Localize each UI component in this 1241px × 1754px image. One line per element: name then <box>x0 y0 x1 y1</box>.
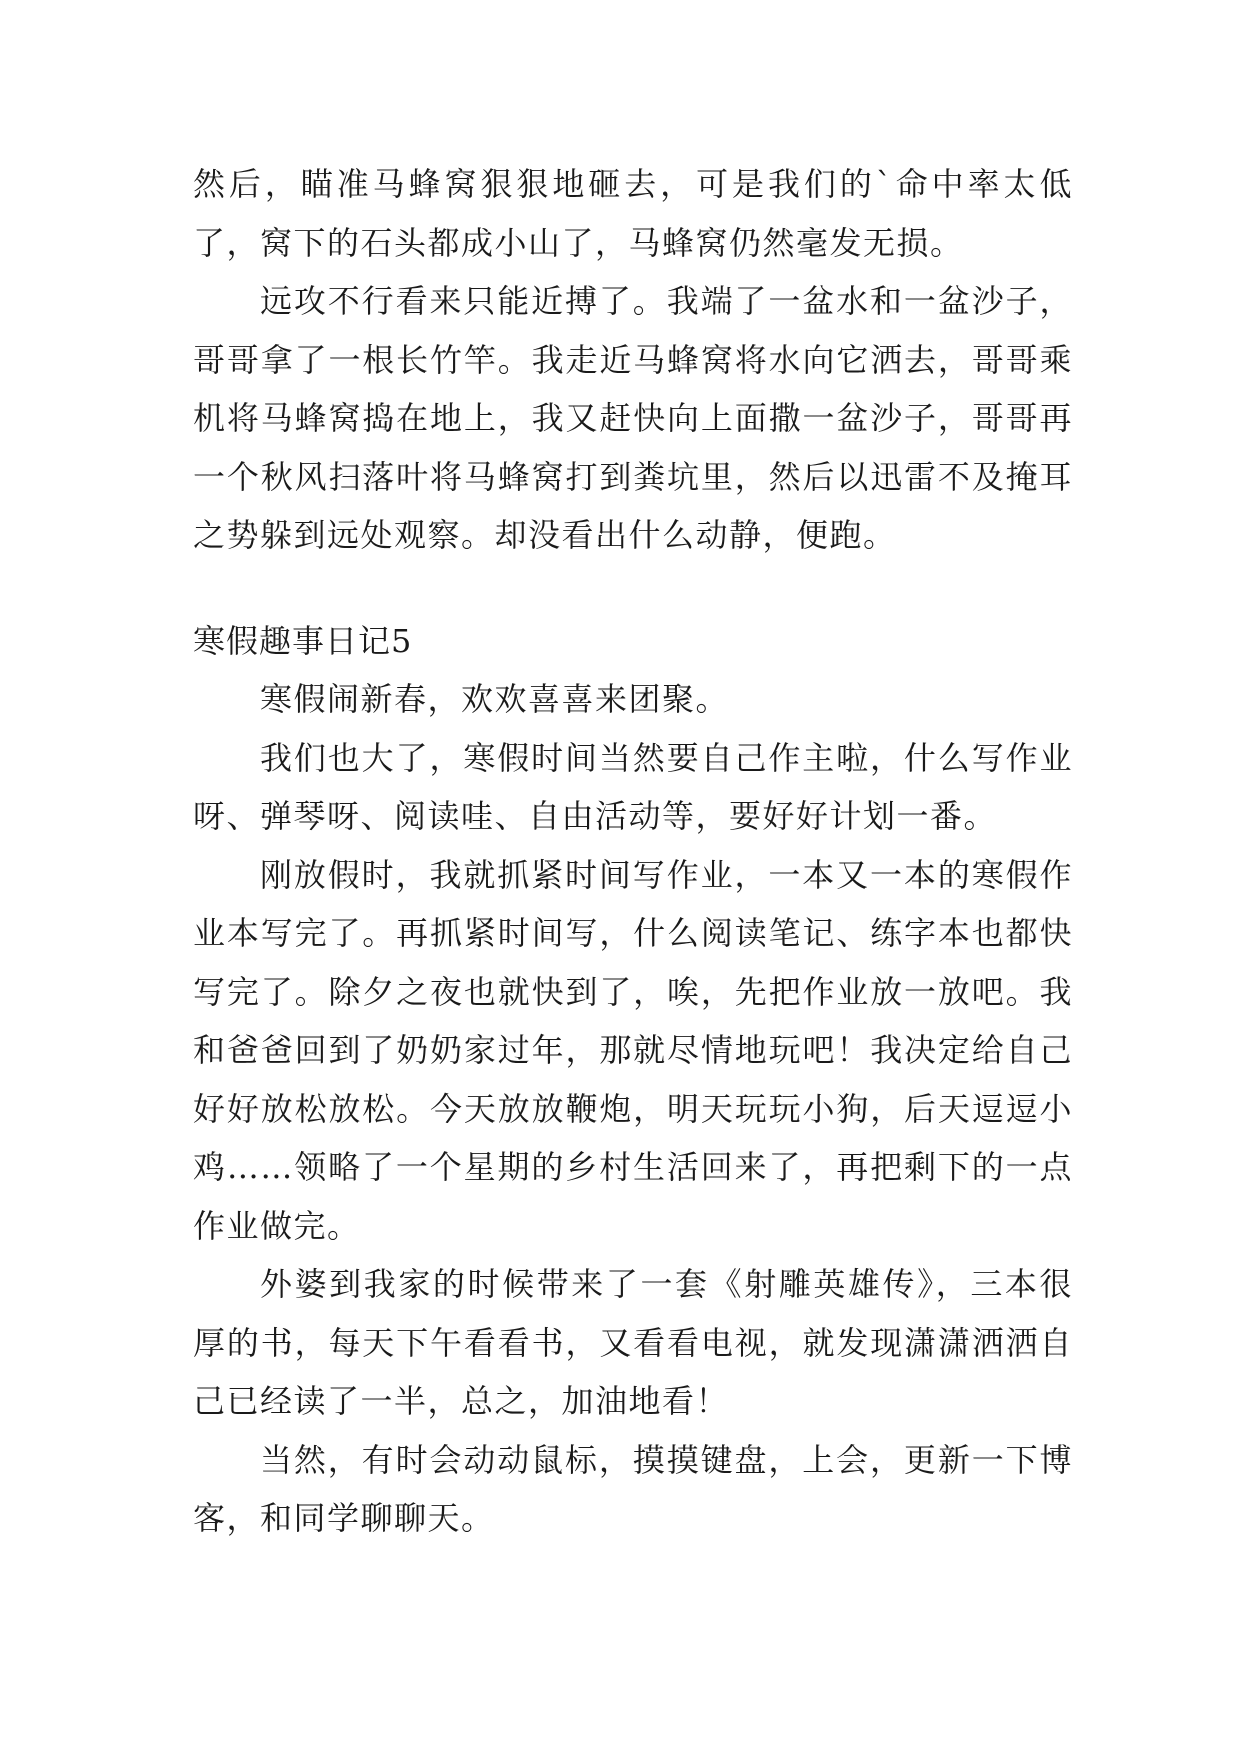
paragraph: 远攻不行看来只能近搏了。我端了一盆水和一盆沙子，哥哥拿了一根长竹竿。我走近马蜂窝将水向它洒去，哥哥乘机将马蜂窝捣在地上，我又赶快向上面撒一盆沙子，哥哥再一个秋风扫落叶将马蜂窝打到粪坑里，然后以迅雷不及掩耳之势躲到远处观察。却没看出什么动静，便跑。 <box>193 282 1073 554</box>
paragraph: 外婆到我家的时候带来了一套《射雕英雄传》，三本很厚的书，每天下午看看书，又看看电视，就发现潇潇洒洒自己已经读了一半，总之，加油地看！ <box>193 1265 1073 1420</box>
paragraph: 刚放假时，我就抓紧时间写作业，一本又一本的寒假作业本写完了。再抓紧时间写，什么阅读笔记、练字本也都快写完了。除夕之夜也就快到了，唉，先把作业放一放吧。我和爸爸回到了奶奶家过年，那就尽情地玩吧！我决定给自己好好放松放松。今天放放鞭炮，明天玩玩小狗，后天逗逗小鸡……领略了一个星期的乡村生活回来了，再把剩下的一点作业做完。 <box>193 855 1073 1245</box>
section-title: 寒假趣事日记5 <box>193 621 413 660</box>
paragraph: 我们也大了，寒假时间当然要自己作主啦，什么写作业呀、弹琴呀、阅读哇、自由活动等，要好好计划一番。 <box>193 738 1073 835</box>
paragraph: 寒假闹新春，欢欢喜喜来团聚。 <box>260 680 730 718</box>
document-page <box>193 155 1073 1548</box>
paragraph-continuation: 然后，瞄准马蜂窝狠狠地砸去，可是我们的`命中率太低了，窝下的石头都成小山了，马蜂窝仍然毫发无损。 <box>193 165 1073 262</box>
paragraph: 当然，有时会动动鼠标，摸摸键盘，上会，更新一下博客，和同学聊聊天。 <box>193 1440 1073 1537</box>
